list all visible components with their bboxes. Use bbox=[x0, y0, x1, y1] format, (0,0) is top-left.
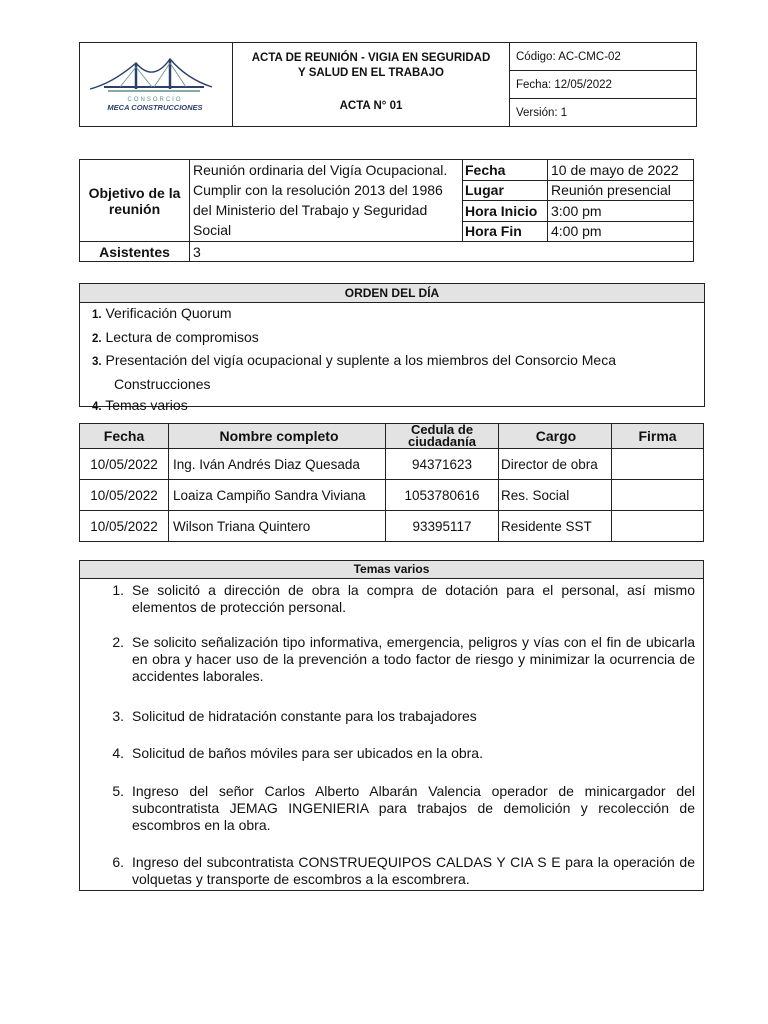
tema-number: 6. bbox=[112, 854, 124, 870]
document-title-cell bbox=[233, 43, 510, 127]
hora-inicio-value: 3:00 pm bbox=[548, 201, 694, 222]
agenda-item-number: 4. bbox=[92, 401, 102, 413]
title-line-1: ACTA DE REUNIÓN - VIGIA EN SEGURIDAD bbox=[251, 52, 491, 64]
row-fecha: 10/05/2022 bbox=[80, 511, 169, 542]
tema-text: Ingreso del subcontratista CONSTRUEQUIPOS CALDAS Y CIA S E para la operación de volquetas y transporte de escombros a la escombrera. bbox=[132, 854, 695, 887]
agenda-section bbox=[79, 283, 705, 413]
bridge-logo-icon bbox=[80, 43, 230, 121]
agenda-item-number: 3. bbox=[92, 356, 102, 368]
agenda-item bbox=[92, 350, 704, 395]
tema-item bbox=[106, 783, 695, 834]
hora-fin-label: Hora Fin bbox=[463, 221, 548, 242]
tema-text: Ingreso del señor Carlos Alberto Albarán Valencia operador de minicargador del subcontratista JEMAG INGENIERIA para trabajos de demolición y recolección de escombros en la obra. bbox=[132, 783, 695, 833]
codigo-field: Código: AC-CMC-02 bbox=[510, 43, 697, 71]
agenda-item bbox=[92, 395, 704, 419]
attendees-table bbox=[79, 423, 704, 542]
tema-text: Se solicito señalización tipo informativa, emergencia, peligros y vías con el fin de ubicarla en obra y hacer uso de la prevención a todo factor de riesgo y minimizar la ocurrencia de accidentes laborales. bbox=[132, 634, 695, 684]
meeting-info-table bbox=[79, 159, 694, 262]
row-cedula: 1053780616 bbox=[386, 480, 499, 511]
row-fecha: 10/05/2022 bbox=[80, 449, 169, 480]
tema-item bbox=[106, 634, 695, 685]
objective-label: Objetivo de la reunión bbox=[80, 160, 190, 242]
document-header bbox=[79, 42, 697, 127]
document-title bbox=[233, 51, 509, 81]
tema-number: 1. bbox=[112, 582, 124, 598]
hora-inicio-label: Hora Inicio bbox=[463, 201, 548, 222]
asistentes-label: Asistentes bbox=[80, 242, 190, 262]
agenda-item bbox=[92, 327, 704, 351]
tema-text: Se solicitó a dirección de obra la compra de dotación para el personal, así mismo elementos de protección personal. bbox=[132, 582, 695, 615]
tema-item bbox=[106, 708, 695, 725]
row-firma bbox=[612, 449, 704, 480]
asistentes-value: 3 bbox=[190, 242, 694, 262]
logo-company-name: MECA CONSTRUCCIONES bbox=[107, 103, 203, 112]
title-line-2: Y SALUD EN EL TRABAJO bbox=[298, 67, 444, 79]
col-cargo: Cargo bbox=[499, 424, 612, 449]
agenda-item-number: 1. bbox=[92, 309, 102, 321]
tema-number: 2. bbox=[112, 634, 124, 650]
row-cargo: Res. Social bbox=[499, 480, 612, 511]
table-row bbox=[80, 511, 704, 542]
tema-number: 4. bbox=[112, 745, 124, 761]
tema-item bbox=[106, 854, 695, 888]
agenda-item-number: 2. bbox=[92, 332, 102, 345]
row-nombre: Loaiza Campiño Sandra Viviana bbox=[169, 480, 386, 511]
logo-small-text: CONSORCIO bbox=[127, 97, 183, 103]
row-cedula: 93395117 bbox=[386, 511, 499, 542]
tema-number: 3. bbox=[112, 708, 124, 724]
col-cedula: Cedula de ciudadanía bbox=[386, 424, 499, 449]
hora-fin-value: 4:00 pm bbox=[548, 221, 694, 242]
row-cargo: Residente SST bbox=[499, 511, 612, 542]
temas-section bbox=[79, 560, 704, 891]
table-row bbox=[80, 480, 704, 511]
tema-text: Solicitud de baños móviles para ser ubicados en la obra. bbox=[132, 745, 483, 761]
col-nombre: Nombre completo bbox=[169, 424, 386, 449]
agenda-item-continuation: Construcciones bbox=[114, 375, 211, 392]
row-firma bbox=[612, 511, 704, 542]
company-logo bbox=[80, 43, 233, 127]
agenda-item-text: Verificación Quorum bbox=[105, 305, 232, 321]
tema-number: 5. bbox=[112, 783, 124, 799]
agenda-item-text: Temas varios bbox=[105, 397, 188, 413]
row-nombre: Ing. Iván Andrés Diaz Quesada bbox=[169, 449, 386, 480]
fecha-field: Fecha: 12/05/2022 bbox=[510, 71, 697, 99]
agenda-item-text: Presentación del vigía ocupacional y suplente a los miembros del Consorcio Meca bbox=[105, 352, 616, 368]
lugar-value: Reunión presencial bbox=[548, 180, 694, 201]
tema-item bbox=[106, 582, 695, 616]
agenda-item bbox=[92, 303, 704, 327]
col-fecha: Fecha bbox=[80, 424, 169, 449]
objective-text: Reunión ordinaria del Vigía Ocupacional. Cumplir con la resolución 2013 del 1986 del Ministerio del Trabajo y Seguridad Social bbox=[190, 160, 463, 242]
row-firma bbox=[612, 480, 704, 511]
agenda-item-text: Lectura de compromisos bbox=[105, 328, 259, 345]
tema-text: Solicitud de hidratación constante para los trabajadores bbox=[132, 708, 477, 724]
table-row bbox=[80, 449, 704, 480]
fecha-value: 10 de mayo de 2022 bbox=[548, 160, 694, 181]
version-field: Versión: 1 bbox=[510, 99, 697, 127]
attendees-header-row bbox=[80, 424, 704, 449]
row-nombre: Wilson Triana Quintero bbox=[169, 511, 386, 542]
temas-title: Temas varios bbox=[80, 561, 703, 579]
acta-number: ACTA N° 01 bbox=[339, 100, 403, 112]
row-cargo: Director de obra bbox=[499, 449, 612, 480]
col-firma: Firma bbox=[612, 424, 704, 449]
row-fecha: 10/05/2022 bbox=[80, 480, 169, 511]
row-cedula: 94371623 bbox=[386, 449, 499, 480]
agenda-list bbox=[80, 303, 704, 419]
agenda-title: ORDEN DEL DÍA bbox=[80, 284, 704, 303]
fecha-label: Fecha bbox=[463, 160, 548, 181]
lugar-label: Lugar bbox=[463, 180, 548, 201]
tema-item bbox=[106, 745, 695, 762]
